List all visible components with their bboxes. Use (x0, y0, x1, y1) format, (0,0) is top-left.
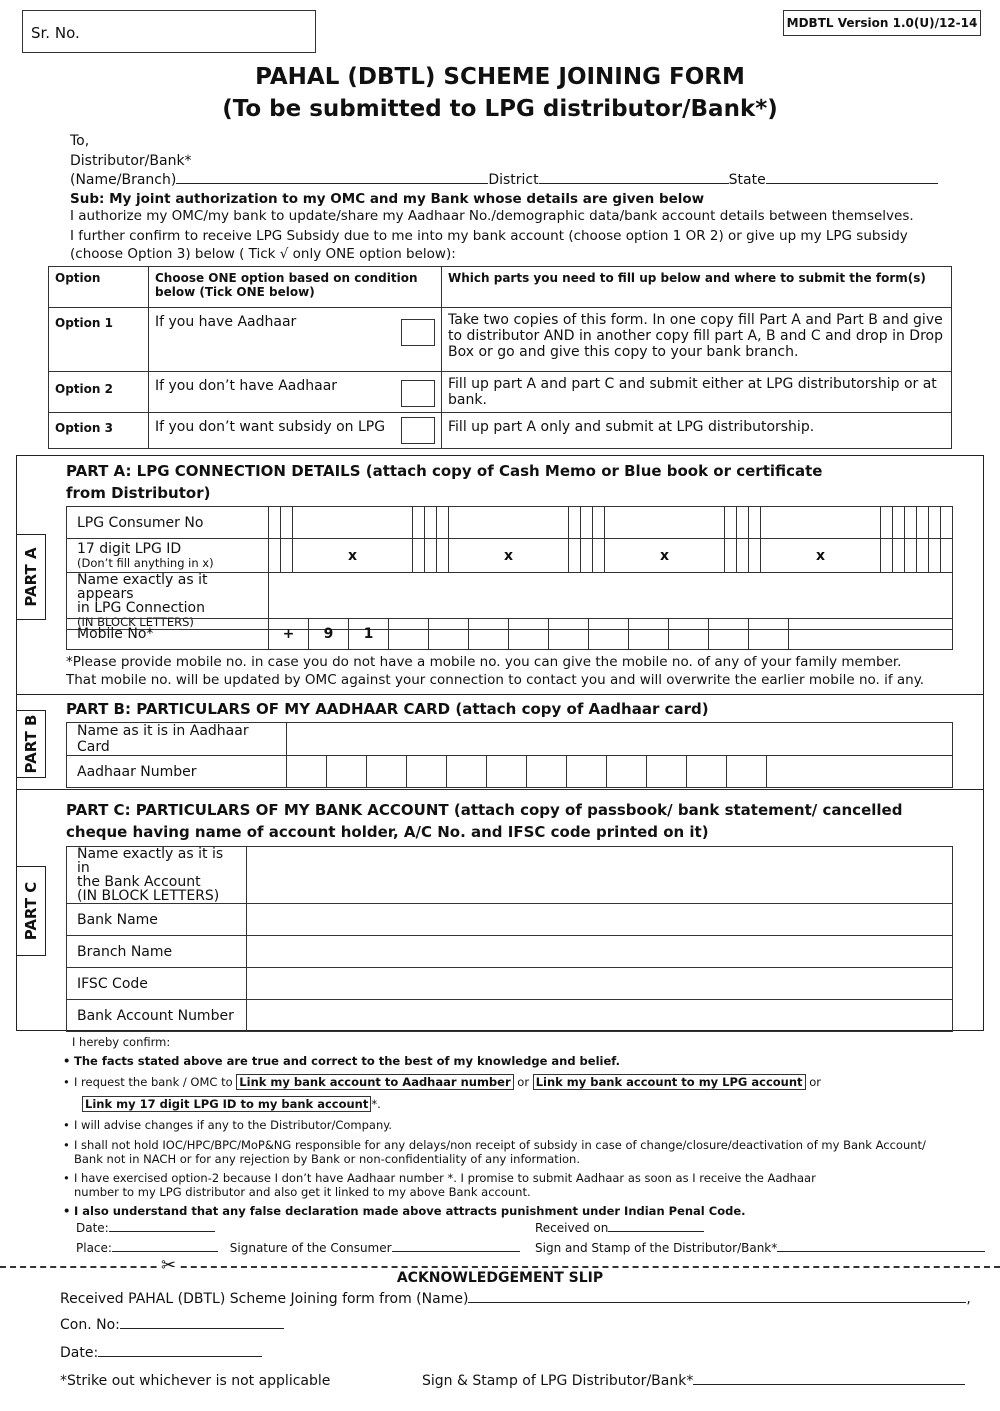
option-header: Option (49, 267, 149, 308)
form-title: PAHAL (DBTL) SCHEME JOINING FORM (255, 64, 745, 90)
mobile-cell[interactable] (669, 619, 709, 650)
account-number-label: Bank Account Number (67, 1000, 247, 1032)
lpg-id-row (67, 539, 953, 573)
aadhaar-number-cell[interactable] (367, 756, 407, 788)
strike-note: *Strike out whichever is not applicable (60, 1373, 331, 1389)
part-b-table (66, 722, 953, 788)
part-b-heading: PART B: PARTICULARS OF MY AADHAAR CARD (attach copy of Aadhaar card) (66, 700, 709, 718)
address-line (70, 172, 960, 188)
authorization-text: I authorize my OMC/my bank to update/share my Aadhaar No./demographic data/bank account details between themselves. (70, 208, 914, 224)
option-2-label: Option 2 (49, 372, 149, 413)
bank-name-note: (IN BLOCK LETTERS) (77, 888, 220, 904)
mobile-note: *Please provide mobile no. in case you do not have a mobile no. you can give the mobile no. of any of your family member. (66, 654, 902, 670)
consumer-no-cell[interactable] (893, 507, 905, 539)
lpg-id-cell[interactable] (269, 539, 281, 573)
sign-stamp-field[interactable] (777, 1251, 985, 1252)
cut-line (0, 1266, 1000, 1268)
ack-date-field[interactable] (98, 1356, 262, 1357)
lpg-name-note: (IN BLOCK LETTERS) (77, 615, 194, 629)
option-2-instruction: Fill up part A and part C and submit either at LPG distributorship or at bank. (442, 372, 952, 413)
aadhaar-number-cell[interactable] (287, 756, 327, 788)
aadhaar-number-cell[interactable] (447, 756, 487, 788)
option-3-label: Option 3 (49, 413, 149, 449)
part-c-heading-2: cheque having name of account holder, A/C No. and IFSC code printed on it) (66, 823, 709, 841)
declaration-bullet-1: • The facts stated above are true and correct to the best of my knowledge and belief. (74, 1054, 620, 1068)
part-b-side-text: PART B (22, 714, 40, 774)
scissors-icon: ✂ (158, 1255, 179, 1276)
lpg-id-cell[interactable] (928, 539, 940, 573)
mobile-cell[interactable] (469, 619, 509, 650)
consumer-no-cell[interactable] (881, 507, 893, 539)
consumer-no-cell[interactable] (581, 507, 593, 539)
aadhaar-number-cell[interactable] (607, 756, 647, 788)
or-text-2: or (809, 1075, 821, 1089)
date-label: Date: (76, 1221, 109, 1235)
name-branch-label: (Name/Branch) (70, 172, 177, 188)
received-on-field[interactable] (608, 1231, 704, 1232)
ack-sign-label: Sign & Stamp of LPG Distributor/Bank* (422, 1373, 694, 1389)
consumer-no-cell[interactable] (928, 507, 940, 539)
mobile-cell[interactable] (589, 619, 629, 650)
link-end-text: *. (371, 1097, 381, 1111)
consumer-no-cell[interactable] (436, 507, 448, 539)
part-a-side-label (16, 534, 46, 620)
lpg-id-x-mark: x (604, 539, 724, 573)
consumer-no-cell[interactable] (425, 507, 437, 539)
signature-label: Signature of the Consumer (229, 1241, 392, 1255)
bullet-5-line-1: • I have exercised option-2 because I don’t have Aadhaar number *. I promise to submit Aadhaar as soon as I receive the Aadhaar (74, 1171, 816, 1185)
part-c-side-text: PART C (22, 881, 40, 941)
bank-account-name-field[interactable] (247, 847, 953, 904)
option-row-1 (49, 308, 952, 372)
option-3-condition: If you don’t want subsidy on LPG (155, 419, 386, 435)
mobile-cell[interactable] (749, 619, 789, 650)
declaration-bullet-2 (74, 1075, 821, 1089)
ack-con-no (60, 1317, 284, 1333)
mobile-prefix-plus: + (269, 619, 309, 650)
aadhaar-number-cell[interactable] (727, 756, 767, 788)
consumer-no-cell[interactable] (749, 507, 761, 539)
part-a-heading-2: from Distributor) (66, 484, 211, 502)
lpg-id-cell[interactable] (737, 539, 749, 573)
subject-line: Sub: My joint authorization to my OMC and my Bank whose details are given below (70, 191, 705, 207)
aadhaar-number-cell[interactable] (567, 756, 607, 788)
place-signature-line (76, 1241, 520, 1255)
lpg-id-label: 17 digit LPG ID (77, 540, 182, 557)
part-c-table (66, 846, 953, 1032)
serial-number-label: Sr. No. (31, 24, 80, 42)
mobile-table (66, 618, 953, 650)
ack-title: ACKNOWLEDGEMENT SLIP (396, 1270, 604, 1286)
link-aadhaar-option[interactable]: Link my bank account to Aadhaar number (236, 1074, 513, 1090)
lpg-id-cell[interactable] (593, 539, 605, 573)
aadhaar-number-cell[interactable] (327, 756, 367, 788)
declaration-bullet-5 (74, 1171, 816, 1199)
aadhaar-name-field[interactable] (287, 723, 953, 756)
to-label: To, (70, 133, 90, 149)
lpg-id-cell[interactable] (917, 539, 929, 573)
ack-date-label: Date: (60, 1345, 99, 1361)
lpg-id-cell[interactable] (436, 539, 448, 573)
consumer-no-cell[interactable] (940, 507, 952, 539)
ack-sign (422, 1373, 965, 1389)
consumer-no-cell[interactable] (737, 507, 749, 539)
mobile-cell[interactable] (629, 619, 669, 650)
ifsc-label: IFSC Code (67, 968, 247, 1000)
aadhaar-number-cell[interactable] (647, 756, 687, 788)
option-1-checkbox[interactable] (401, 319, 435, 346)
condition-header: Choose ONE option based on condition below (Tick ONE below) (149, 267, 442, 308)
option-2-condition: If you don’t have Aadhaar (155, 378, 338, 394)
district-label: District (488, 172, 539, 188)
confirmation-text-2: (choose Option 3) below ( Tick √ only ONE option below): (70, 246, 456, 262)
con-no-field[interactable] (120, 1328, 284, 1329)
consumer-no-cell[interactable] (593, 507, 605, 539)
mobile-note-2: That mobile no. will be updated by OMC against your connection to contact you and will overwrite the earlier mobile no. if any. (66, 672, 925, 688)
instruction-header: Which parts you need to fill up below and where to submit the form(s) (442, 267, 952, 308)
link-lpg-account-option[interactable]: Link my bank account to my LPG account (533, 1074, 806, 1090)
lpg-id-cell[interactable] (413, 539, 425, 573)
lpg-id-cell[interactable] (581, 539, 593, 573)
lpg-id-cell[interactable] (940, 539, 952, 573)
date-field[interactable] (109, 1231, 215, 1232)
ack-received-line (60, 1291, 971, 1307)
option-row-2 (49, 372, 952, 413)
option-3-instruction: Fill up part A only and submit at LPG distributorship. (442, 413, 952, 449)
mobile-prefix-1: 1 (349, 619, 389, 650)
part-a-heading: PART A: LPG CONNECTION DETAILS (attach copy of Cash Memo or Blue book or certificate (66, 462, 823, 480)
link-lpg-id-option[interactable]: Link my 17 digit LPG ID to my bank account (82, 1096, 371, 1112)
lpg-name-label: Name exactly as it appears (77, 572, 208, 602)
sign-stamp-label: Sign and Stamp of the Distributor/Bank* (535, 1241, 778, 1255)
signature-field[interactable] (392, 1251, 520, 1252)
declaration-bullet-3: • I will advise changes if any to the Distributor/Company. (74, 1118, 392, 1132)
consumer-no-row (67, 507, 953, 539)
part-a-table (66, 506, 953, 630)
declaration-bullet-4 (74, 1138, 926, 1166)
account-number-field[interactable] (247, 1000, 953, 1032)
part-divider-bc (16, 789, 984, 790)
account-number-row (67, 1000, 953, 1032)
state-label: State (728, 172, 766, 188)
lpg-id-note: (Don’t fill anything in x) (77, 555, 214, 570)
declaration-bullet-6: • I also understand that any false declaration made above attracts punishment under Indian Penal Code. (74, 1204, 746, 1218)
ack-date (60, 1345, 262, 1361)
ifsc-row (67, 968, 953, 1000)
option-row-3 (49, 413, 952, 449)
consumer-no-cell[interactable] (604, 507, 724, 539)
aadhaar-number-cell[interactable] (687, 756, 727, 788)
lpg-id-cell[interactable] (425, 539, 437, 573)
aadhaar-number-label: Aadhaar Number (67, 756, 287, 788)
lpg-id-x-mark: x (448, 539, 568, 573)
form-subtitle: (To be submitted to LPG distributor/Bank*) (222, 96, 778, 122)
received-on-label: Received on (535, 1221, 609, 1235)
bank-name-label-2: the Bank Account (77, 874, 201, 890)
ack-name-field[interactable] (468, 1302, 966, 1303)
lpg-id-cell[interactable] (893, 539, 905, 573)
bank-account-name-row (67, 847, 953, 904)
consumer-no-cell[interactable] (292, 507, 412, 539)
bullet-4-line-2: Bank not in NACH or for any rejection by Bank or non-confidentiality of any information. (74, 1152, 580, 1166)
aadhaar-name-row (67, 723, 953, 756)
consumer-no-cell[interactable] (760, 507, 880, 539)
place-label: Place: (76, 1241, 112, 1255)
mobile-blank-area (789, 619, 953, 650)
bullet-4-line-1: • I shall not hold IOC/HPC/BPC/MoP&NG responsible for any delays/non receipt of subsidy in case of change/closure/deactivation of my Bank Account/ (74, 1138, 926, 1152)
state-field[interactable] (766, 183, 938, 184)
option-1-label: Option 1 (49, 308, 149, 372)
bank-name-field[interactable] (247, 904, 953, 936)
lpg-id-x-mark: x (760, 539, 880, 573)
aadhaar-blank-area (767, 756, 953, 788)
declaration-date (76, 1221, 215, 1235)
option-1-condition: If you have Aadhaar (155, 314, 297, 330)
received-on (535, 1221, 704, 1235)
aadhaar-number-cell[interactable] (527, 756, 567, 788)
branch-name-label: Branch Name (67, 936, 247, 968)
branch-name-row (67, 936, 953, 968)
or-text: or (517, 1075, 530, 1089)
mobile-cell[interactable] (509, 619, 549, 650)
ack-sign-field[interactable] (693, 1384, 965, 1385)
consumer-no-cell[interactable] (413, 507, 425, 539)
aadhaar-name-label: Name as it is in Aadhaar Card (67, 723, 287, 756)
consumer-no-label: LPG Consumer No (67, 507, 269, 539)
part-c-heading: PART C: PARTICULARS OF MY BANK ACCOUNT (attach copy of passbook/ bank statement/ cancelled (66, 801, 903, 819)
name-branch-field[interactable] (176, 183, 488, 184)
confirmation-text: I further confirm to receive LPG Subsidy due to me into my bank account (choose option 1 OR 2) or give up my LPG subsidy (70, 228, 908, 244)
lpg-id-cell[interactable] (725, 539, 737, 573)
bullet-5-line-2: number to my LPG distributor and also get it linked to my above Bank account. (74, 1185, 531, 1199)
options-header-row (49, 267, 952, 308)
consumer-no-cell[interactable] (725, 507, 737, 539)
lpg-id-cell[interactable] (749, 539, 761, 573)
option-2-checkbox[interactable] (401, 380, 435, 407)
consumer-no-cell[interactable] (280, 507, 292, 539)
place-field[interactable] (112, 1251, 218, 1252)
branch-name-field[interactable] (247, 936, 953, 968)
declaration-bullet-2-cont (82, 1097, 381, 1111)
mobile-prefix-9: 9 (309, 619, 349, 650)
serial-number-field[interactable] (22, 10, 316, 53)
aadhaar-number-row (67, 756, 953, 788)
part-a-side-text: PART A (22, 547, 40, 607)
consumer-no-cell[interactable] (917, 507, 929, 539)
option-3-checkbox[interactable] (401, 417, 435, 444)
mobile-cell[interactable] (429, 619, 469, 650)
bank-name-label: Bank Name (67, 904, 247, 936)
consumer-no-cell[interactable] (448, 507, 568, 539)
ifsc-field[interactable] (247, 968, 953, 1000)
lpg-id-cell[interactable] (881, 539, 893, 573)
distributor-label: Distributor/Bank* (70, 153, 192, 169)
lpg-name-label-2: in LPG Connection (77, 600, 205, 616)
lpg-id-x-mark: x (292, 539, 412, 573)
part-divider-ab (16, 694, 984, 695)
distributor-stamp (535, 1241, 985, 1255)
declaration-intro: I hereby confirm: (72, 1035, 171, 1049)
option-1-instruction: Take two copies of this form. In one copy fill Part A and Part B and give to distributor AND in another copy fill part A, B and C and drop in Drop Box or go and give this copy to your bank branch. (442, 308, 952, 372)
consumer-no-cell[interactable] (269, 507, 281, 539)
part-b-side-label (16, 710, 46, 778)
ack-received-label: Received PAHAL (DBTL) Scheme Joining form from (Name) (60, 1291, 469, 1307)
lpg-id-cell[interactable] (905, 539, 917, 573)
ack-comma: , (966, 1291, 971, 1307)
aadhaar-number-cell[interactable] (487, 756, 527, 788)
options-table (48, 266, 952, 449)
mobile-cell[interactable] (389, 619, 429, 650)
lpg-id-cell[interactable] (280, 539, 292, 573)
consumer-no-cell[interactable] (905, 507, 917, 539)
lpg-id-cell[interactable] (569, 539, 581, 573)
district-field[interactable] (539, 183, 729, 184)
link-request-text: I request the bank / OMC to (74, 1075, 233, 1089)
mobile-row (67, 619, 953, 650)
aadhaar-number-cell[interactable] (407, 756, 447, 788)
version-label: MDBTL Version 1.0(U)/12-14 (783, 10, 981, 36)
mobile-cell[interactable] (709, 619, 749, 650)
mobile-cell[interactable] (549, 619, 589, 650)
bank-name-label-1: Name exactly as it is in (77, 846, 224, 876)
con-no-label: Con. No: (60, 1317, 120, 1333)
mobile-label: Mobile No* (67, 619, 269, 650)
consumer-no-cell[interactable] (569, 507, 581, 539)
part-c-side-label (16, 866, 46, 956)
bank-name-row (67, 904, 953, 936)
